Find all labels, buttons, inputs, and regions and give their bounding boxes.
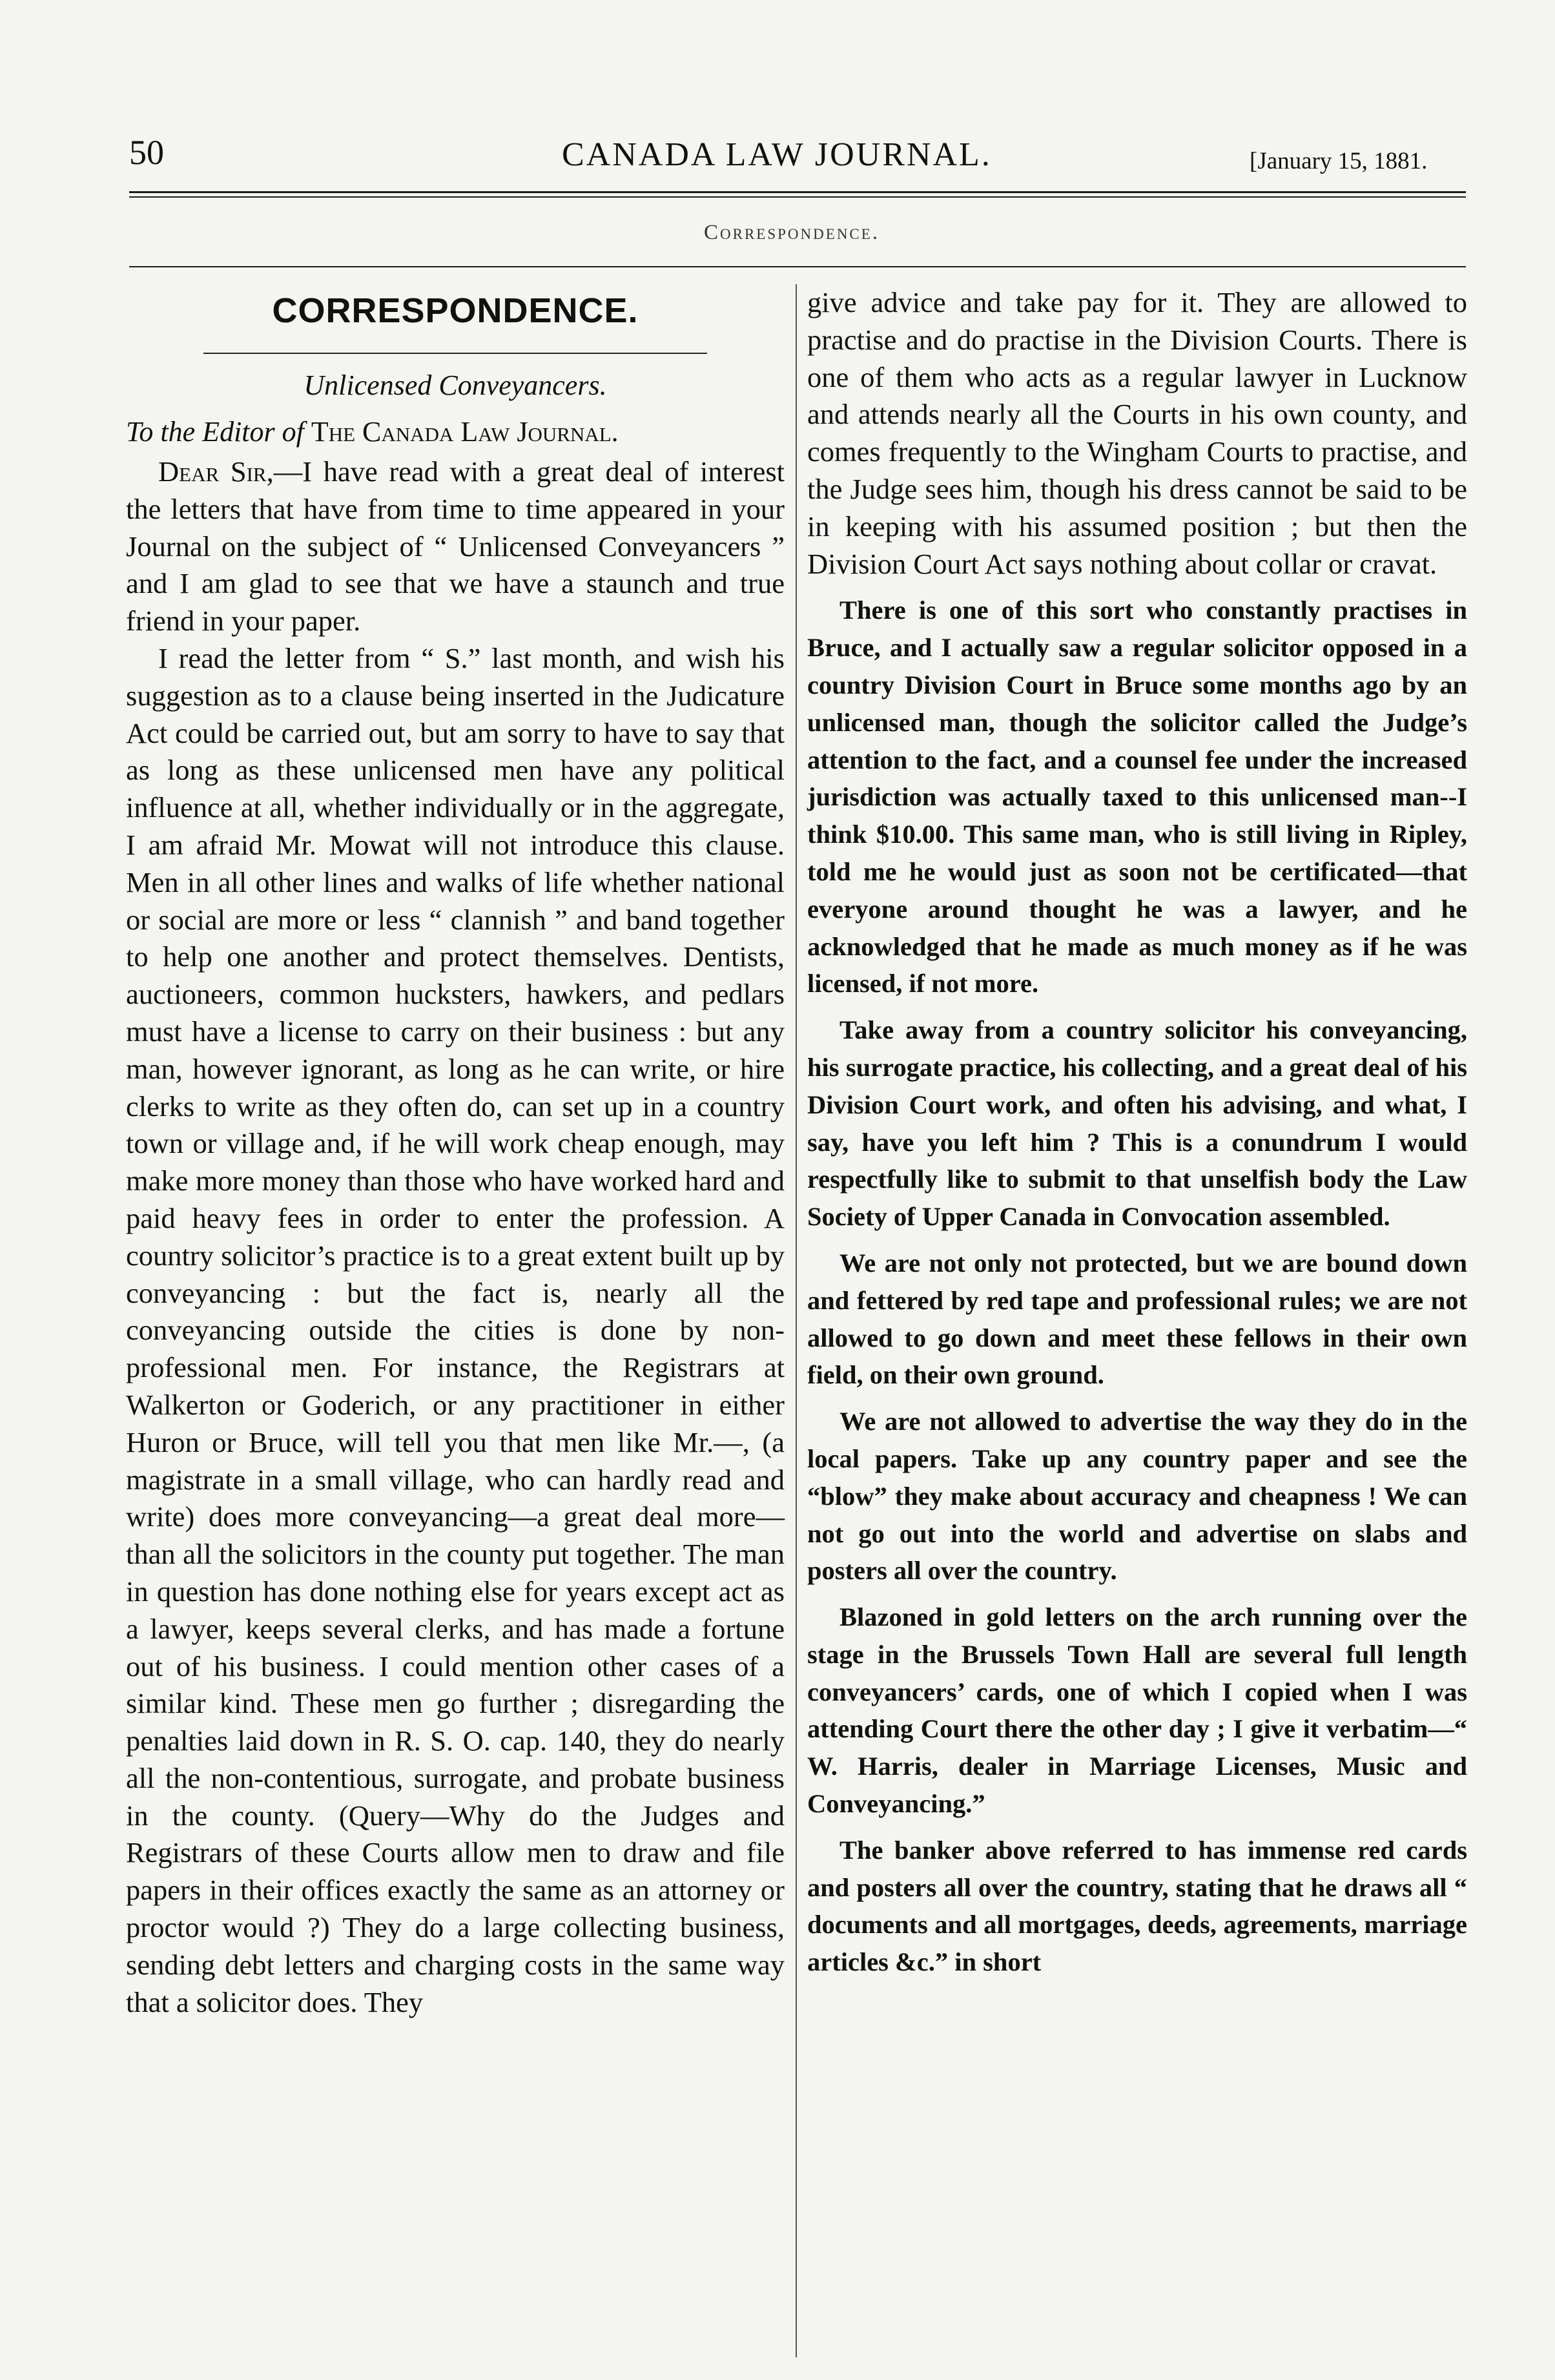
article-title: CORRESPONDENCE. xyxy=(272,291,639,330)
paragraph: The banker above referred to has immense red cards and posters all over the country, stating that he draws all “ documents and all mortgages, deeds, agreements, marriage articles &c.” in short xyxy=(807,1835,1467,1977)
section-rule xyxy=(129,266,1466,267)
salutation: Dear Sir, xyxy=(158,455,274,488)
article-subtitle: Unlicensed Conveyancers. xyxy=(304,369,607,401)
journal-title: CANADA LAW JOURNAL. xyxy=(562,136,992,173)
page-number: 50 xyxy=(129,133,164,172)
running-section-head: Correspondence. xyxy=(704,221,880,244)
column-divider xyxy=(796,284,797,2357)
header-rule-bottom xyxy=(129,196,1466,198)
address-journal: The Canada Law Journal. xyxy=(311,416,619,448)
paragraph: We are not only not protected, but we are bound down and fettered by red tape and professional rules; we are not allowed to go down and meet these fellows in their own field, on their own ground. xyxy=(807,1248,1467,1390)
paragraph xyxy=(126,453,785,640)
paragraph: We are not allowed to advertise the way they do in the local papers. Take up any country paper and see the “blow” they make about accuracy and cheapness ! We can not go out into the world and advertise on slabs and posters all over the country. xyxy=(807,1407,1467,1586)
paragraph: I read the letter from “ S.” last month, and wish his suggestion as to a clause being inserted in the Judicature Act could be carried out, but am sorry to have to say that as long as these unlicensed men have any political influence at all, whether individually or in the aggregate, I am afraid Mr. Mowat will not introduce this clause. Men in all other lines and walks of life whether national or social are more or less “ clannish ” and band together to help one another and protect themselves. Dentists, auctioneers, common hucksters, hawkers, and pedlars must have a license to carry on their business : but any man, however ignorant, as long as he can write, or hire clerks to write as they often do, can set up in a country town or village and, if he will work cheap enough, may make more money than those who have worked hard and paid heavy fees in order to enter the profession. A country solicitor’s practice is to a great extent built up by conveyancing : but the fact is, nearly all the conveyancing outside the cities is done by non-professional men. For instance, the Registrars at Walkerton or Goderich, or any practitioner in either Huron or Bruce, will tell you that men like Mr.—, (a magistrate in a small village, who can hardly read and write) does more conveyancing—a great deal more—than all the solicitors in the county put together. The man in question has done nothing else for years except act as a lawyer, keeps several clerks, and has made a fortune out of his business. I could mention other cases of a similar kind. These men go further ; disregarding the penalties laid down in R. S. O. cap. 140, they do nearly all the non-contentious, surrogate, and probate business in the county. (Query—Why do the Judges and Registrars of these Courts allow men to draw and file papers in their offices exactly the same as an attorney or proctor would ?) They do a large collecting business, sending debt letters and charging costs in the same way that a solicitor does. They xyxy=(126,641,785,2018)
paragraph-text: —I have read with a great deal of interest the letters that have from time to time appeared in your Journal on the subject of “ Unlicensed Conveyancers ” and I am glad to see that we have a staunch and true friend in your paper. xyxy=(126,455,785,637)
right-column xyxy=(807,284,1467,1990)
paragraph: There is one of this sort who constantly practises in Bruce, and I actually saw a regular solicitor opposed in a country Division Court in Bruce some months ago by an unlicensed man, though the solicitor called the Judge’s attention to the fact, and a counsel fee under the increased jurisdiction was actually taxed to this unlicensed man--I think $10.00. This same man, who is still living in Ripley, told me he would just as soon not be certificated—that everyone around thought he was a lawyer, and he acknowledged that he made as much money as if he was licensed, if not more. xyxy=(807,595,1467,999)
editor-address xyxy=(126,413,785,451)
header-rule-top xyxy=(129,191,1466,193)
left-column xyxy=(126,285,785,2021)
paragraph: Blazoned in gold letters on the arch running over the stage in the Brussels Town Hall are several full length conveyancers’ cards, one of which I copied when I was attending Court there the other day ; I give it verbatim—“ W. Harris, dealer in Marriage Licenses, Music and Conveyancing.” xyxy=(807,1602,1467,1819)
address-prefix: To the Editor of xyxy=(126,416,304,448)
title-rule xyxy=(203,353,707,354)
issue-date: [January 15, 1881. xyxy=(1250,148,1428,174)
paragraph: give advice and take pay for it. They are allowed to practise and do practise in the Division Courts. There is one of them who acts as a regular lawyer in Lucknow and attends nearly all the Courts in his own county, and comes frequently to the Wingham Courts to practise, and the Judge sees him, though his dress cannot be said to be in keeping with his assumed position ; but then the Division Court Act says nothing about collar or cravat. xyxy=(807,286,1467,580)
paragraph: Take away from a country solicitor his conveyancing, his surrogate practice, his collecting, and a great deal of his Division Court work, and often his advising, and what, I say, have you left him ? This is a conundrum I would respectfully like to submit to that unselfish body the Law Society of Upper Canada in Convocation assembled. xyxy=(807,1015,1467,1232)
